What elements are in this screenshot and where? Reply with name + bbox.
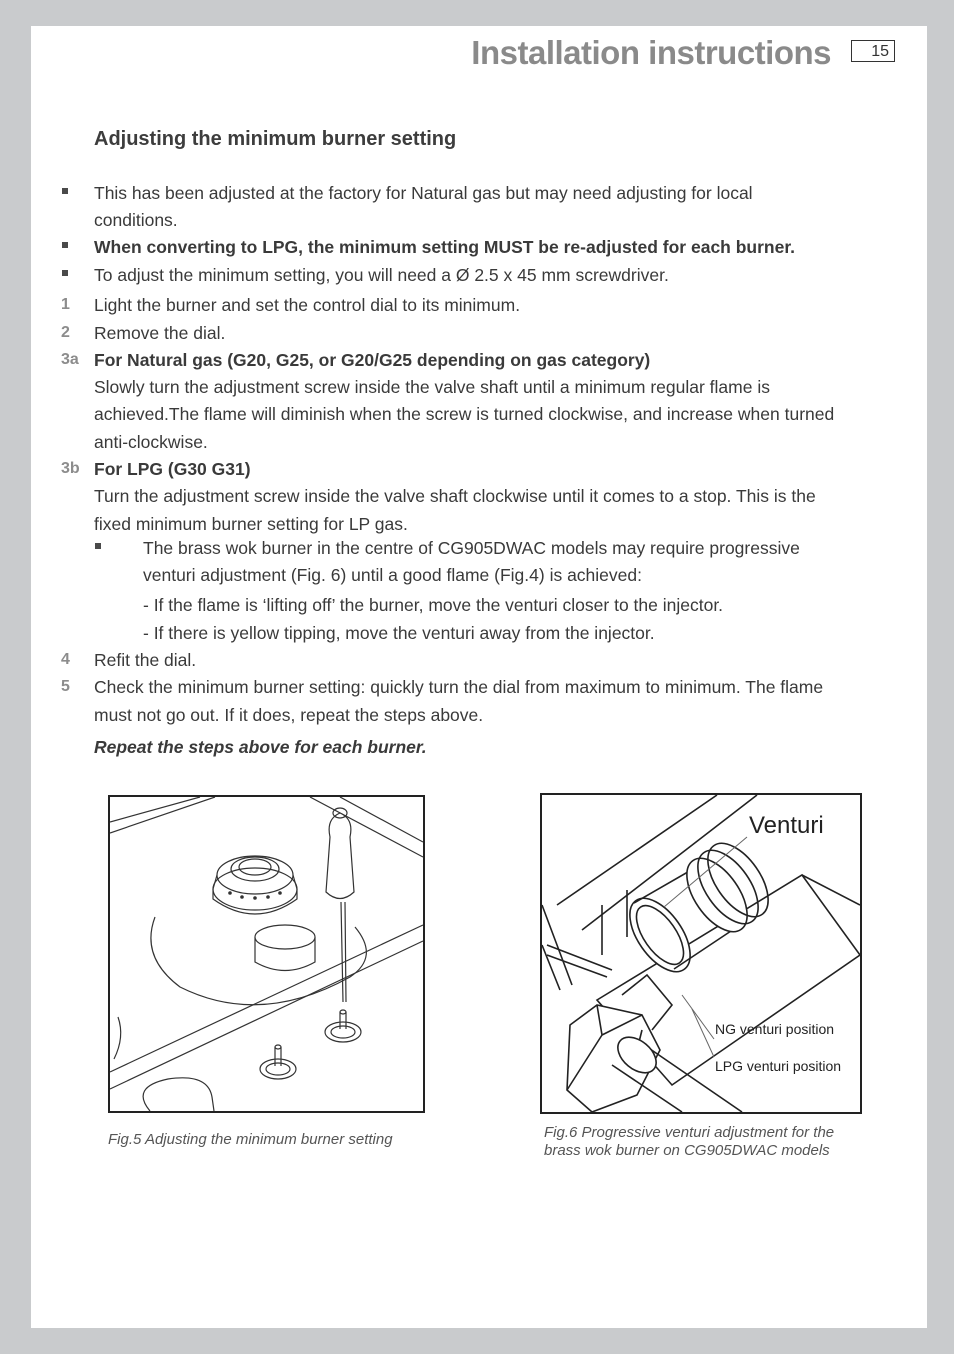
page-title: Installation instructions [471, 34, 831, 71]
fig5-drawing [110, 797, 423, 1111]
step-text: Light the burner and set the control dial to its minimum. [94, 295, 521, 315]
fig6-caption-line1: Fig.6 Progressive venturi adjustment for the [544, 1124, 835, 1141]
bullet-square-icon [62, 270, 68, 276]
step-text: Turn the adjustment screw inside the valve shaft clockwise until it comes to a stop. This is the [94, 486, 816, 506]
sub-bullet-text: - If the flame is ‘lifting off’ the burner, move the venturi closer to the injector. [143, 595, 724, 615]
step-text: achieved.The flame will diminish when the screw is turned clockwise, and increase when turned [94, 404, 835, 424]
step-number: 2 [61, 324, 70, 341]
bullet-square-icon [62, 188, 68, 194]
page-number: 15 [851, 40, 895, 62]
sub-bullet-square-icon [95, 543, 101, 549]
step-text: anti-clockwise. [94, 432, 208, 452]
fig6-caption-line2: brass wok burner on CG905DWAC models [544, 1142, 830, 1159]
step-number: 3a [61, 351, 79, 368]
repeat-note: Repeat the steps above for each burner. [94, 737, 427, 757]
sub-bullet-text: venturi adjustment (Fig. 6) until a good flame (Fig.4) is achieved: [143, 565, 642, 585]
section-heading: Adjusting the minimum burner setting [94, 128, 457, 150]
bullet-text: This has been adjusted at the factory for Natural gas but may need adjusting for local [94, 183, 753, 203]
fig6-label-ng: NG venturi position [715, 1021, 835, 1037]
step-text: Remove the dial. [94, 323, 226, 343]
step-text: must not go out. If it does, repeat the steps above. [94, 705, 484, 725]
bullet-text-warning: When converting to LPG, the minimum setting MUST be re-adjusted for each burner. [94, 237, 796, 257]
step-number: 1 [61, 296, 70, 313]
manual-page [31, 26, 927, 1328]
bullet-text: To adjust the minimum setting, you will need a Ø 2.5 x 45 mm screwdriver. [94, 265, 669, 285]
bullet-square-icon [62, 242, 68, 248]
step-number: 5 [61, 678, 70, 695]
fig5-illustration [108, 795, 425, 1113]
step-text: fixed minimum burner setting for LP gas. [94, 514, 408, 534]
step-text: Slowly turn the adjustment screw inside the valve shaft until a minimum regular flame is [94, 377, 770, 397]
step-text: Refit the dial. [94, 650, 197, 670]
fig6-label-lpg: LPG venturi position [715, 1058, 842, 1074]
fig5-caption: Fig.5 Adjusting the minimum burner setting [108, 1131, 393, 1148]
bullet-text-continued: conditions. [94, 210, 178, 230]
step-number: 4 [61, 651, 70, 668]
step-heading: For Natural gas (G20, G25, or G20/G25 depending on gas category) [94, 350, 651, 370]
step-number: 3b [61, 460, 80, 477]
step-heading: For LPG (G30 G31) [94, 459, 251, 479]
fig6-label-venturi: Venturi [749, 812, 824, 839]
sub-bullet-text: - If there is yellow tipping, move the venturi away from the injector. [143, 623, 655, 643]
step-text: Check the minimum burner setting: quickly turn the dial from maximum to minimum. The flame [94, 677, 824, 697]
sub-bullet-text: The brass wok burner in the centre of CG905DWAC models may require progressive [143, 538, 800, 558]
